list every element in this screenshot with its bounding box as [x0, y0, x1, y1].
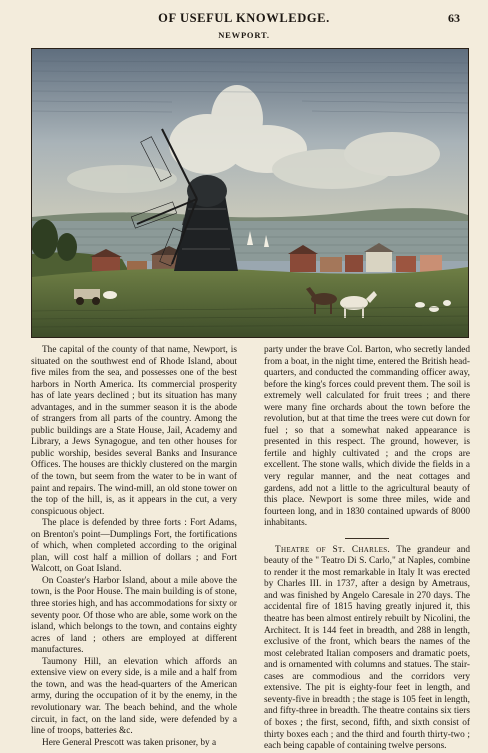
theatre-body: The grandeur and beauty of the " Teatro Di S. Carlo," at Naples, combine to render it the most remarkable in Italy It was erected by Charles III. in 1737, after a design by Ametraus, and was finished by Angelo Caresale in 270 days. The accidental fire of 1815 having greatly injured it, this theatre has been almost entirely rebuilt by Nicolini, the Architect. It is 144 feet in breadth, and 288 in length, exclusive of the front, which bears the names of the most celebrated Italian composers and dramatic poets, and is ornamented with columns and statues. The stair-cases are commodious and the corridors very extensive. The pit is eighty-four feet in length, and seventy-five in breadth ; the stage is 105 feet in length, and fifty-three in breadth. The theatre contains six tiers of boxes ; the first, second, fifth, and sixth consist of thirty boxes each ; and the third and fourth thirty-two ; each being capable of containing twelve persons.	[264, 544, 470, 752]
left-column	[31, 345, 237, 749]
engraving-drawing	[32, 49, 468, 337]
section-divider	[345, 538, 389, 539]
newport-paragraph-5: Here General Prescott was taken prisoner, by a	[42, 737, 217, 748]
right-column	[264, 345, 470, 753]
newport-paragraph-2: The place is defended by three forts : Fort Adams, on Brenton's point—Dumplings Fort, the fortifications of which, when completed according to the original plan, will cost half a million of dollars ; and Fort Walcott, on Goat Island.	[31, 518, 237, 575]
newport-paragraph-1: The capital of the county of that name, Newport, is situated on the southwest end of Rhode Island, about five miles from the sea, and possesses one of the best harbors in North America. Its commercial prosperity has of late years declined ; but its situation has many advantages, and in the summer season it is the abode of strangers from all parts of the country. Among the public buildings are a State House, Jail, Academy and Library, a Jews Synagogue, and ten other houses for public worship, besides several Banks and Insurance Offices. The houses are thickly clustered on the margin of the town, but seem from the water to be in want of paint and repairs. The wind-mill, an old stone tower on the top of the hill, is, as it appears in the cut, a very conspicuous object.	[31, 345, 237, 517]
newport-paragraph-continued: party under the brave Col. Barton, who secretly landed from a boat, in the night time, entered the British head-quarters, and conducted the commanding officer away, before the king's forces could prevent them. The soil is extremely well calculated for fruit trees ; and there were many fine orchards about the town before the revolution, but at that time the trees were cut down for fuel ; so that a somewhat naked appearance is presented in this respect. The ground, however, is fertile and highly cultivated ; and the crops are excellent. The stone walls, which divide the fields in a very regular manner, and the neat cottages and gardens, add not a little to the agricultural beauty of this place. Newport is some three miles, wide and fourteen long, and in 1830 contained upwards of 8000 inhabitants.	[264, 345, 470, 529]
windmill-engraving	[31, 48, 469, 338]
article-subtitle: NEWPORT.	[218, 30, 270, 40]
newport-paragraph-3: On Coaster's Harbor Island, about a mile above the town, is the Poor House. The main building is of stone, three stories high, and has accommodations for sixty or seventy poor. Of those who are able, some work on the island, which belongs to the town, and contains eighty acres of land ; others are employed at different manufactures.	[31, 575, 237, 656]
running-head	[0, 9, 488, 27]
page-number: 63	[448, 11, 460, 25]
running-title: OF USEFUL KNOWLEDGE.	[158, 11, 330, 25]
newport-paragraph-4: Taumony Hill, an elevation which affords an extensive view on every side, is a mile and a half from the town, and was the head-quarters of the American army, during the occupation of it by the enemy, in the revolutionary war. The beach behind, and the whole circuit, in fact, on the land side, were defended by a line of troops, batteries &c.	[31, 656, 237, 737]
theatre-heading: Theatre of St. Charles.	[275, 544, 391, 555]
theatre-paragraph	[264, 545, 470, 753]
